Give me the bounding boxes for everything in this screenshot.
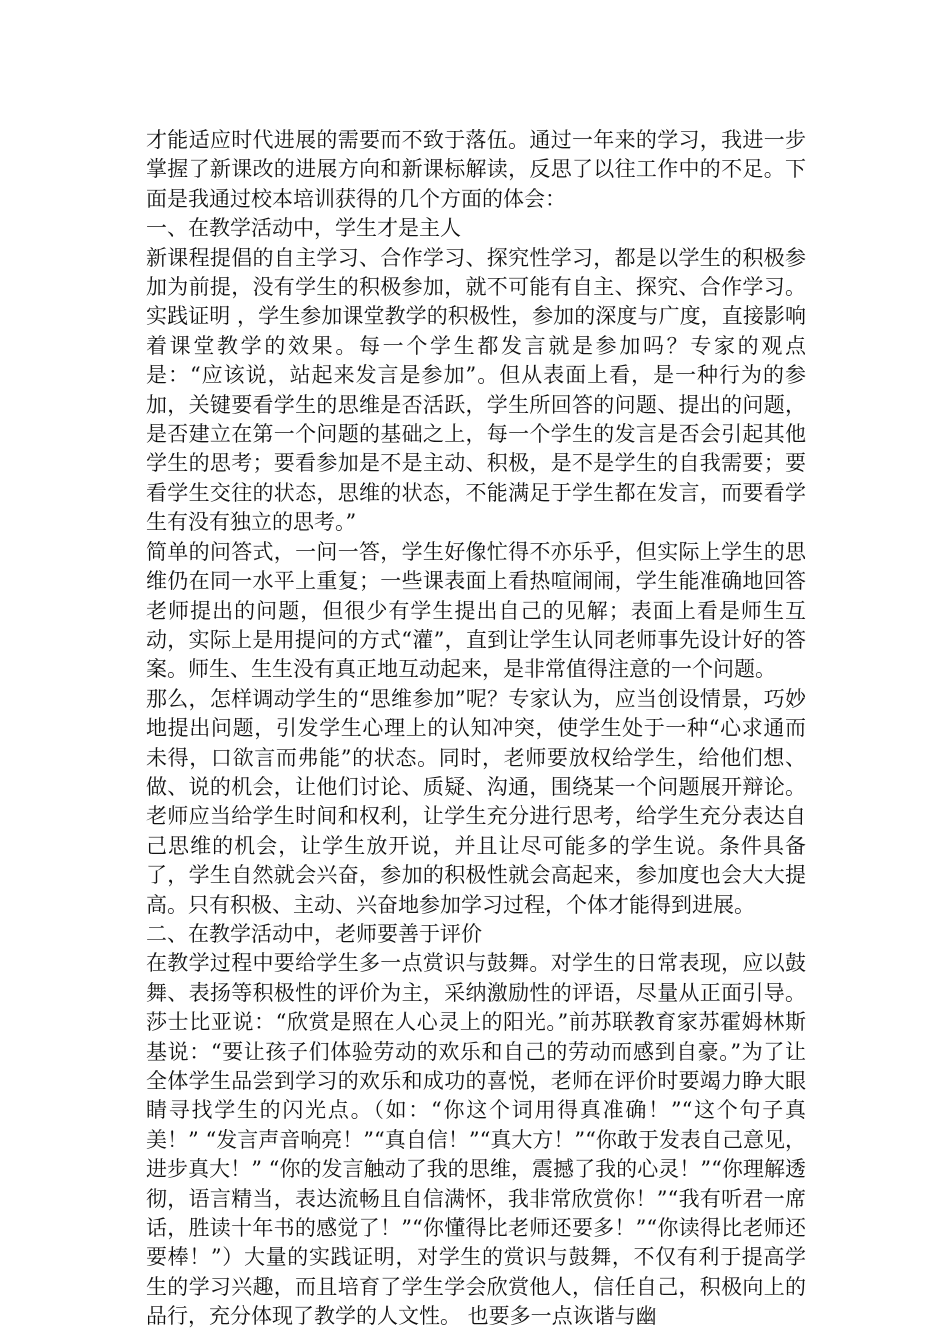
section-heading-2: 二、在教学活动中，老师要善于评价 xyxy=(146,921,482,946)
paragraph-qa: 简单的问答式，一问一答，学生好像忙得不亦乐乎，但实际上学生的思维仍在同一水平上重复；一些课表面上看热喧闹闹，学生能准确地回答老师提出的问题，但很少有学生提出自己的见解；表面上看是师生互动，实际上是用提问的方式“灌”，直到让学生认同老师事先设计好的答案。师生、生生没有真正地互动起来，是非常值得注意的一个问题。 xyxy=(146,539,806,682)
paragraph-intro: 才能适应时代进展的需要而不致于落伍。通过一年来的学习，我进一步掌握了新课改的进展方向和新课标解读，反思了以往工作中的不足。下面是我通过校本培训获得的几个方面的体会： xyxy=(146,128,806,211)
paragraph-participation: 新课程提倡的自主学习、合作学习、探究性学习，都是以学生的积极参加为前提，没有学生的积极参加，就不可能有自主、探究、合作学习。实践证明 ，学生参加课堂教学的积极性，参加的深度与广度，直接影响着课堂教学的效果。每一个学生都发言就是参加吗？专家的观点是：“应该说，站起来发言是参加”。但从表面上看，是一种行为的参加，关键要看学生的思维是否活跃，学生所回答的问题、提出的问题，是否建立在第一个问题的基础之上，每一个学生的发言是否会引起其他学生的思考；要看参加是不是主动、积极，是不是学生的自我需要；要看学生交往的状态，思维的状态，不能满足于学生都在发言，而要看学生有没有独立的思考。” xyxy=(146,245,806,535)
section-heading-1: 一、在教学活动中，学生才是主人 xyxy=(146,216,461,241)
paragraph-evaluation: 在教学过程中要给学生多一点赏识与鼓舞。对学生的日常表现，应以鼓舞、表扬等积极性的评价为主，采纳激励性的评语，尽量从正面引导。莎士比亚说：“欣赏是照在人心灵上的阳光。”前苏联教育家苏霍姆林斯基说：“要让孩子们体验劳动的欢乐和自己的劳动而感到自豪。”为了让全体学生品尝到学习的欢乐和成功的喜悦，老师在评价时要竭力睁大眼睛寻找学生的闪光点。（如：“你这个词用得真准确！”“这个句子真美！” “发言声音响亮！”“真自信！”“真大方！”“你敢于发表自己意见，进步真大！” “你的发言触动了我的思维，震撼了我的心灵！”“你理解透彻，语言精当，表达流畅且自信满怀，我非常欣赏你！”“我有听君一席话，胜读十年书的感觉了！”“你懂得比老师还要多！”“你读得比老师还要棒！”）大量的实践证明，对学生的赏识与鼓舞，不仅有利于提高学生的学习兴趣，而且培育了学生学会欣赏他人，信任自己，积极向上的品行，充分体现了教学的人文性。 也要多一点诙谐与幽 xyxy=(146,951,806,1329)
document-body xyxy=(146,126,806,1332)
paragraph-thinking: 那么，怎样调动学生的“思维参加”呢？专家认为，应当创设情景，巧妙地提出问题，引发学生心理上的认知冲突，使学生处于一种“心求通而未得，口欲言而弗能”的状态。同时，老师要放权给学生，给他们想、做、说的机会，让他们讨论、质疑、沟通，围绕某一个问题展开辩论。老师应当给学生时间和权利，让学生充分进行思考，给学生充分表达自己思维的机会，让学生放开说，并且让尽可能多的学生说。条件具备了，学生自然就会兴奋，参加的积极性就会高起来，参加度也会大大提高。只有积极、主动、兴奋地参加学习过程，个体才能得到进展。 xyxy=(146,686,806,917)
